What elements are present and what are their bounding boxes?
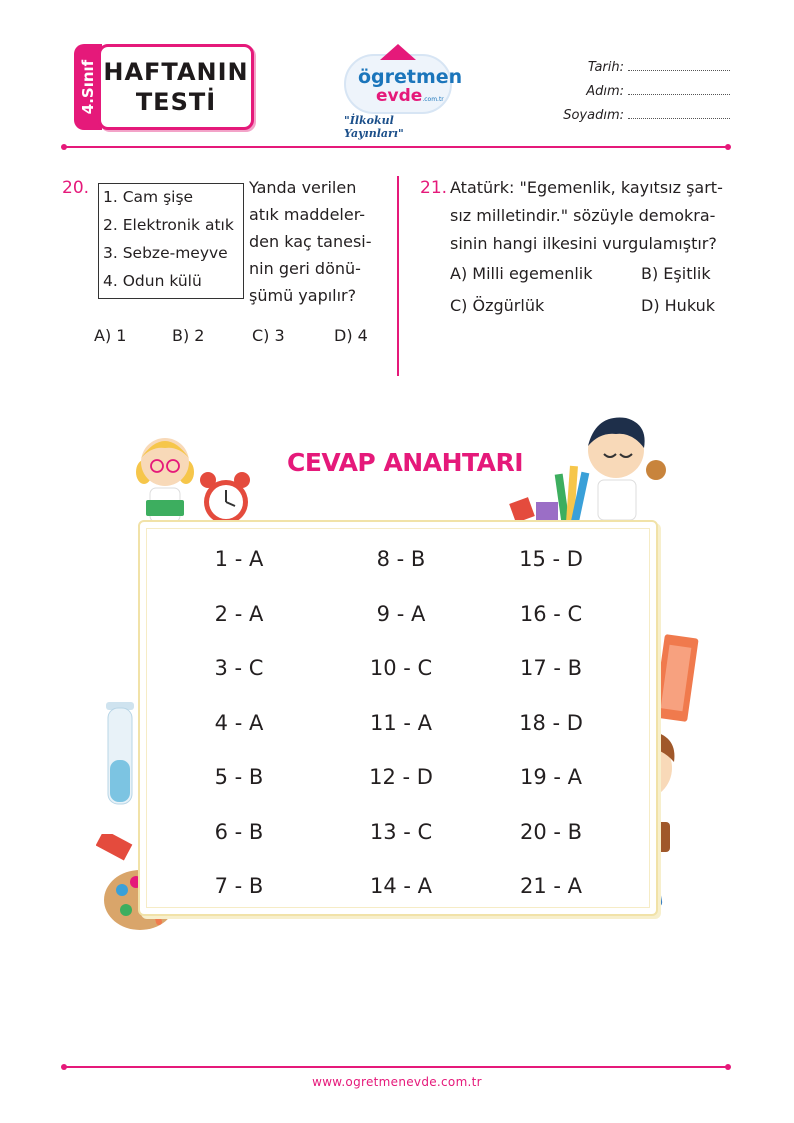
question-21-line: Atatürk: "Egemenlik, kayıtsız şart- bbox=[450, 178, 723, 197]
answer-entry: 19 - A bbox=[519, 765, 582, 789]
answer-entry: 6 - B bbox=[214, 820, 264, 844]
answer-entry: 13 - C bbox=[369, 820, 433, 844]
answer-entry: 3 - C bbox=[214, 656, 264, 680]
question-20-line: den kaç tanesi- bbox=[249, 232, 372, 251]
answer-entry: 17 - B bbox=[519, 656, 583, 680]
waste-items-box bbox=[98, 183, 244, 299]
house-roof-icon bbox=[380, 44, 416, 60]
q20-option-c[interactable]: C) 3 bbox=[252, 326, 285, 345]
badge-title-box bbox=[98, 44, 254, 130]
badge-title-line2: TESTİ bbox=[135, 88, 217, 116]
q21-option-c[interactable]: C) Özgürlük bbox=[450, 296, 545, 315]
q21-option-a[interactable]: A) Milli egemenlik bbox=[450, 264, 593, 283]
logo-domain: .com.tr bbox=[422, 96, 444, 103]
question-20-number: 20. bbox=[62, 178, 90, 198]
logo-word-ogretmen: ögretmen bbox=[358, 66, 463, 88]
footer-website-link[interactable]: www.ogretmenevde.com.tr bbox=[312, 1075, 482, 1089]
question-20-line: Yanda verilen bbox=[249, 178, 357, 197]
question-20-line: atık maddeler- bbox=[249, 205, 366, 224]
question-column-divider bbox=[397, 176, 399, 376]
header-divider bbox=[64, 146, 728, 148]
surname-field[interactable] bbox=[520, 108, 730, 132]
waste-item: 2. Elektronik atık bbox=[103, 216, 234, 234]
answer-entry: 18 - D bbox=[519, 711, 583, 735]
logo-tagline: "İlkokul Yayınları" bbox=[344, 114, 404, 140]
date-field[interactable] bbox=[520, 60, 730, 84]
answer-entry: 20 - B bbox=[519, 820, 583, 844]
answer-entry: 15 - D bbox=[519, 547, 583, 571]
q20-option-b[interactable]: B) 2 bbox=[172, 326, 205, 345]
waste-item: 3. Sebze-meyve bbox=[103, 244, 228, 262]
alarm-clock-icon bbox=[194, 468, 260, 524]
answer-entry: 11 - A bbox=[369, 711, 432, 735]
test-tube-icon bbox=[102, 700, 142, 810]
answer-entry: 5 - B bbox=[214, 765, 264, 789]
question-21-line: sinin hangi ilkesini vurgulamıştır? bbox=[450, 234, 717, 253]
answer-entry: 16 - C bbox=[519, 602, 583, 626]
answer-entry: 21 - A bbox=[519, 874, 582, 898]
publisher-logo bbox=[340, 42, 463, 140]
footer-divider bbox=[64, 1066, 728, 1068]
date-blank[interactable] bbox=[628, 61, 730, 71]
answer-entry: 12 - D bbox=[369, 765, 433, 789]
name-blank[interactable] bbox=[628, 85, 730, 95]
date-label: Tarih: bbox=[587, 60, 624, 75]
q21-option-b[interactable]: B) Eşitlik bbox=[641, 264, 711, 283]
answer-entry: 10 - C bbox=[369, 656, 433, 680]
answer-entry: 1 - A bbox=[214, 547, 264, 571]
student-info-fields bbox=[520, 60, 730, 132]
name-field[interactable] bbox=[520, 84, 730, 108]
logo-word-evde-text: evde bbox=[376, 86, 423, 106]
badge-title-line1: HAFTANIN bbox=[103, 58, 249, 86]
question-21-number: 21. bbox=[420, 178, 448, 198]
answer-entry: 7 - B bbox=[214, 874, 264, 898]
surname-blank[interactable] bbox=[628, 109, 730, 119]
q20-option-d[interactable]: D) 4 bbox=[334, 326, 368, 345]
answer-entry: 14 - A bbox=[369, 874, 432, 898]
logo-word-evde bbox=[376, 86, 444, 106]
grade-label: 4.Sınıf bbox=[79, 59, 97, 115]
answer-key-title: CEVAP ANAHTARI bbox=[287, 448, 524, 477]
surname-label: Soyadım: bbox=[563, 108, 624, 123]
notebook-icon bbox=[655, 632, 701, 724]
q21-option-d[interactable]: D) Hukuk bbox=[641, 296, 715, 315]
waste-item: 4. Odun külü bbox=[103, 272, 202, 290]
answer-entry: 8 - B bbox=[376, 547, 426, 571]
waste-item: 1. Cam şişe bbox=[103, 188, 194, 206]
answer-entry: 2 - A bbox=[214, 602, 264, 626]
name-label: Adım: bbox=[586, 84, 624, 99]
question-20-line: nin geri dönü- bbox=[249, 259, 361, 278]
test-badge bbox=[74, 44, 254, 130]
answer-entry: 9 - A bbox=[376, 602, 426, 626]
q20-option-a[interactable]: A) 1 bbox=[94, 326, 127, 345]
answer-entry: 4 - A bbox=[214, 711, 264, 735]
question-20-line: şümü yapılır? bbox=[249, 286, 357, 305]
boy-with-paintbrush-illustration bbox=[506, 414, 666, 524]
question-21-line: sız milletindir." sözüyle demokra- bbox=[450, 206, 716, 225]
